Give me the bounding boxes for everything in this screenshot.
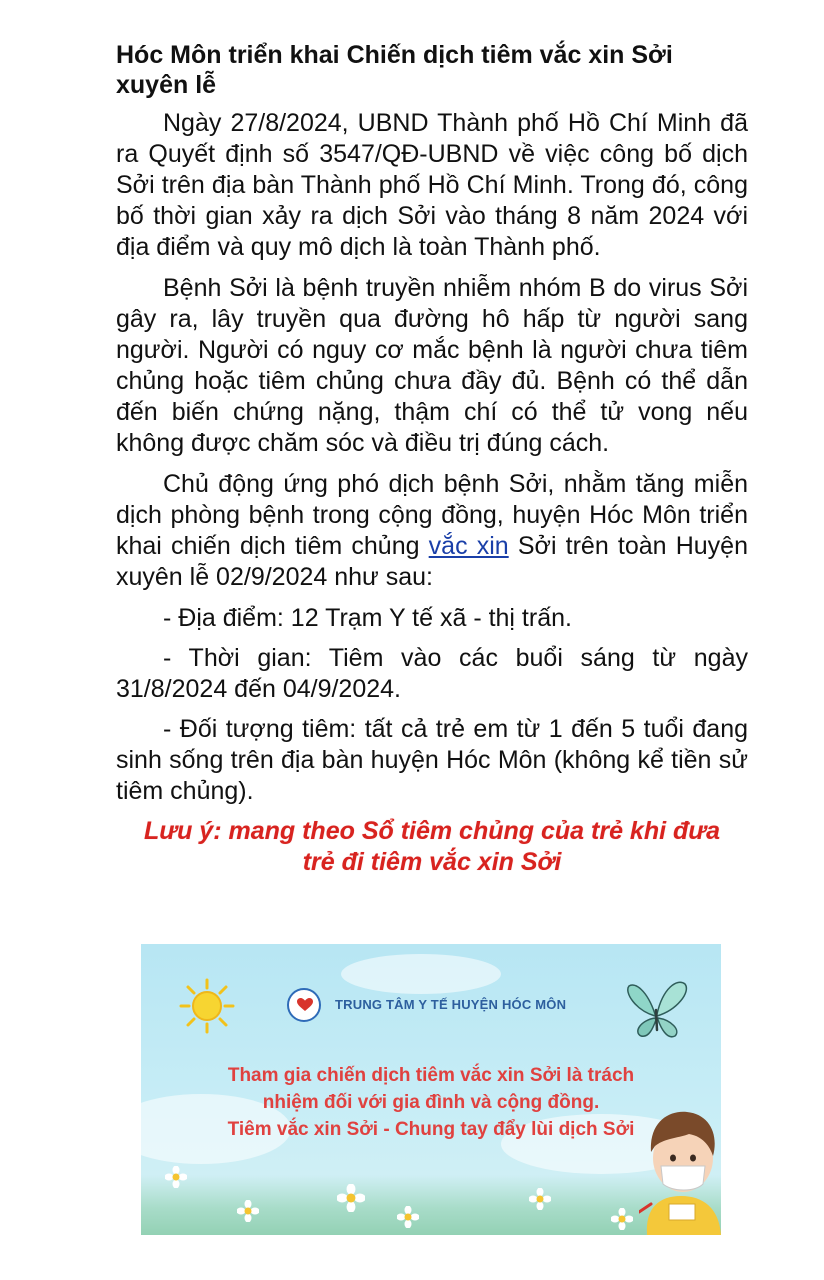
daisy-flower-icon <box>237 1200 259 1222</box>
slogan <box>201 1062 661 1143</box>
article <box>116 40 748 878</box>
child-with-mask-illustration <box>639 1108 721 1235</box>
note-line-2: trẻ đi tiêm vắc xin Sởi <box>302 848 562 876</box>
paragraph-disease-info: Bệnh Sởi là bệnh truyền nhiễm nhóm B do virus Sởi gây ra, lây truyền qua đường hô hấp từ người sang người. Người có nguy cơ mắc bệnh là người chưa tiêm chủng hoặc tiêm chủng chưa đầy đủ. Bệnh có thể dẫn đến biến chứng nặng, thậm chí có thể tử vong nếu không được chăm sóc và điều trị đúng cách. <box>116 274 748 457</box>
bullet-location: - Địa điểm: 12 Trạm Y tế xã - thị trấn. <box>163 604 572 632</box>
article-title: Hóc Môn triển khai Chiến dịch tiêm vắc xin Sởi xuyên lễ <box>116 41 673 99</box>
paragraph-announcement: Ngày 27/8/2024, UBND Thành phố Hồ Chí Minh đã ra Quyết định số 3547/QĐ-UBND về việc công bố dịch Sởi trên địa bàn Thành phố Hồ Chí Minh. Trong đó, công bố thời gian xảy ra dịch Sởi vào tháng 8 năm 2024 với địa điểm và quy mô dịch là toàn Thành phố. <box>116 109 748 261</box>
slogan-line-2: nhiệm đối với gia đình và cộng đồng. <box>262 1092 600 1113</box>
slogan-line-3: Tiêm vắc xin Sởi - Chung tay đẩy lùi dịch Sởi <box>227 1119 635 1140</box>
butterfly-icon <box>625 980 689 1040</box>
campaign-text-before: Chủ động ứng phó dịch bệnh Sởi, nhằm tăng miễn dịch phòng bệnh trong cộng đồng, huyện Hóc Môn triển khai chiến dịch tiêm chủng <box>116 470 748 560</box>
vaccine-link[interactable]: vắc xin <box>428 532 509 560</box>
cloud-decoration <box>341 954 501 994</box>
daisy-flower-icon <box>165 1166 187 1188</box>
paragraph-campaign <box>116 469 748 593</box>
campaign-text-after: Sởi trên toàn Huyện xuyên lễ 02/9/2024 như sau: <box>116 532 748 591</box>
organization-name: TRUNG TÂM Y TẾ HUYỆN HÓC MÔN <box>335 997 567 1012</box>
daisy-flower-icon <box>611 1208 633 1230</box>
daisy-flower-icon <box>397 1206 419 1228</box>
bullet-target: - Đối tượng tiêm: tất cả trẻ em từ 1 đến 5 tuổi đang sinh sống trên địa bàn huyện Hóc Môn (không kể tiền sử tiêm chủng). <box>116 715 748 805</box>
note <box>116 816 748 878</box>
daisy-flower-icon <box>337 1184 365 1212</box>
heart-icon <box>297 998 313 1012</box>
campaign-banner <box>141 944 721 1235</box>
daisy-flower-icon <box>529 1188 551 1210</box>
slogan-line-1: Tham gia chiến dịch tiêm vắc xin Sởi là trách <box>227 1065 635 1086</box>
bullet-time: - Thời gian: Tiêm vào các buổi sáng từ ngày 31/8/2024 đến 04/9/2024. <box>116 644 748 703</box>
medical-center-logo <box>287 988 321 1022</box>
grass-decoration <box>141 1175 721 1235</box>
sun-icon <box>179 978 235 1034</box>
note-line-1: Lưu ý: mang theo Sổ tiêm chủng của trẻ khi đưa <box>143 817 721 845</box>
